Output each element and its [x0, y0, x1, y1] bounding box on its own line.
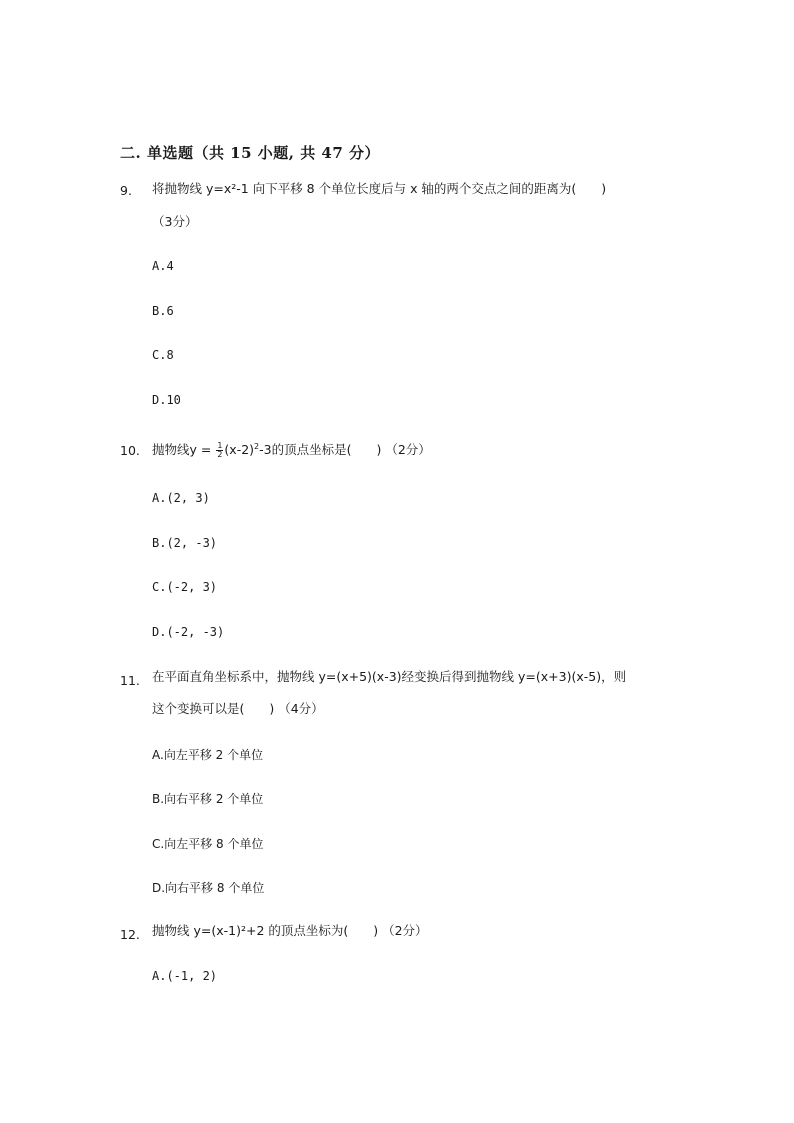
question-12-text: 抛物线 y=(x-1)²+2 的顶点坐标为( ) （2分） — [152, 923, 428, 938]
question-9-text: 将抛物线 y=x²-1 向下平移 8 个单位长度后与 x 轴的两个交点之间的距离为( ) — [152, 181, 607, 196]
question-10-option-c: C.(-2, 3) — [152, 580, 218, 594]
question-9-number: 9. — [120, 183, 132, 198]
section-title: 二. 单选题（共 15 小题, 共 47 分） — [120, 144, 381, 162]
question-12-option-a: A.(-1, 2) — [152, 969, 218, 983]
question-10-option-d: D.(-2, -3) — [152, 625, 225, 639]
question-10-expr: (x-2) — [224, 442, 255, 458]
question-10-option-b: B.(2, -3) — [152, 536, 218, 550]
question-9-option-a: A.4 — [152, 259, 174, 273]
question-11-number: 11. — [120, 673, 140, 688]
fraction-numerator: 1 — [217, 441, 223, 451]
question-11-option-c: C.向左平移 8 个单位 — [152, 837, 264, 851]
fraction-denominator: 2 — [217, 450, 223, 460]
question-9-option-c: C.8 — [152, 348, 174, 362]
question-10-exponent: 2 — [254, 442, 260, 451]
question-10-number: 10. — [120, 443, 140, 458]
question-11-text-line2: 这个变换可以是( ) （4分） — [152, 701, 324, 716]
question-9-option-d: D.10 — [152, 393, 181, 407]
question-11-option-a: A.向左平移 2 个单位 — [152, 748, 264, 762]
question-11-option-d: D.向右平移 8 个单位 — [152, 881, 265, 895]
question-10-text — [152, 438, 431, 459]
question-12-number: 12. — [120, 927, 140, 942]
fraction-one-half — [216, 442, 223, 459]
question-9-score: （3分） — [152, 214, 198, 229]
question-9-option-b: B.6 — [152, 304, 174, 318]
question-10-prefix: 抛物线y = — [152, 442, 216, 458]
question-11-option-b: B.向右平移 2 个单位 — [152, 792, 264, 806]
question-10-option-a: A.(2, 3) — [152, 491, 210, 505]
question-10-suffix: -3的顶点坐标是( ) （2分） — [259, 442, 431, 458]
question-11-text-line1: 在平面直角坐标系中，抛物线 y=(x+5)(x-3)经变换后得到抛物线 y=(x+3)(x-5)，则 — [152, 669, 627, 684]
